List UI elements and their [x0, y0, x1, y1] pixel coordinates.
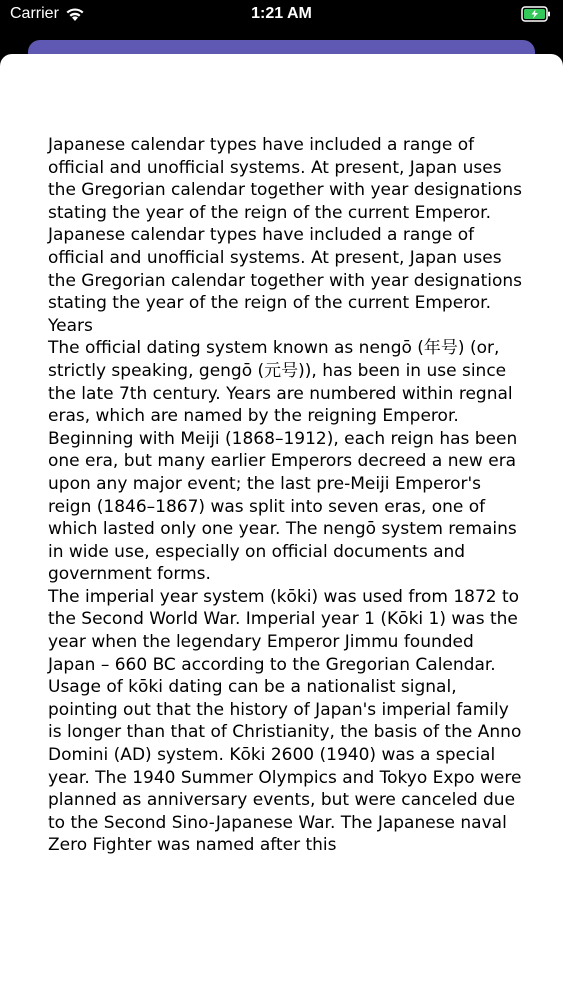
paragraph-koki: The imperial year system (kōki) was used from 1872 to the Second World War. Imperial year 1 (Kōki 1) was the year when the legendary Emperor Jimmu founded Japan – 660 BC according to the Gregorian Calendar. Usage of kōki dating can be a nationalist signal, pointing out that the history of Japan's imperial family is longer than that of Christianity, the basis of the Anno Domini (AD) system. Kōki 2600 (1940) was a special year. The 1940 Summer Olympics and Tokyo Expo were planned as anniversary events, but were canceled due to the Second Sino-Japanese War. The Japanese naval Zero Fighter was named after this — [48, 586, 522, 856]
paragraph-intro-repeat: Japanese calendar types have included a range of official and unofficial systems. At present, Japan uses the Gregorian calendar together with year designations stating the year of the reign of the current Emperor. — [48, 225, 523, 314]
paragraph-nengo: The official dating system known as nengō (年号) (or, strictly speaking, gengō (元号)), has been in use since the late 7th century. Years are numbered within regnal eras, which are named by the reigning Emperor. Beginning with Meiji (1868–1912), each reign has been one era, but many earlier Emperors decreed a new era upon any major event; the last pre-Meiji Emperor's reign (1846–1867) was split into seven eras, one of which lasted only one year. The nengō system remains in wide use, especially on official documents and government forms. — [48, 338, 518, 585]
paragraph-intro: Japanese calendar types have included a range of official and unofficial systems. At present, Japan uses the Gregorian calendar together with year designations stating the year of the reign of the current Emperor. — [48, 135, 523, 223]
status-time: 1:21 AM — [251, 5, 312, 22]
status-bar — [0, 0, 563, 30]
battery-charging-icon — [521, 6, 551, 22]
carrier-label: Carrier — [10, 5, 59, 22]
article-text — [48, 134, 523, 857]
section-heading-years: Years — [48, 315, 93, 336]
modal-sheet[interactable] — [0, 54, 563, 1000]
